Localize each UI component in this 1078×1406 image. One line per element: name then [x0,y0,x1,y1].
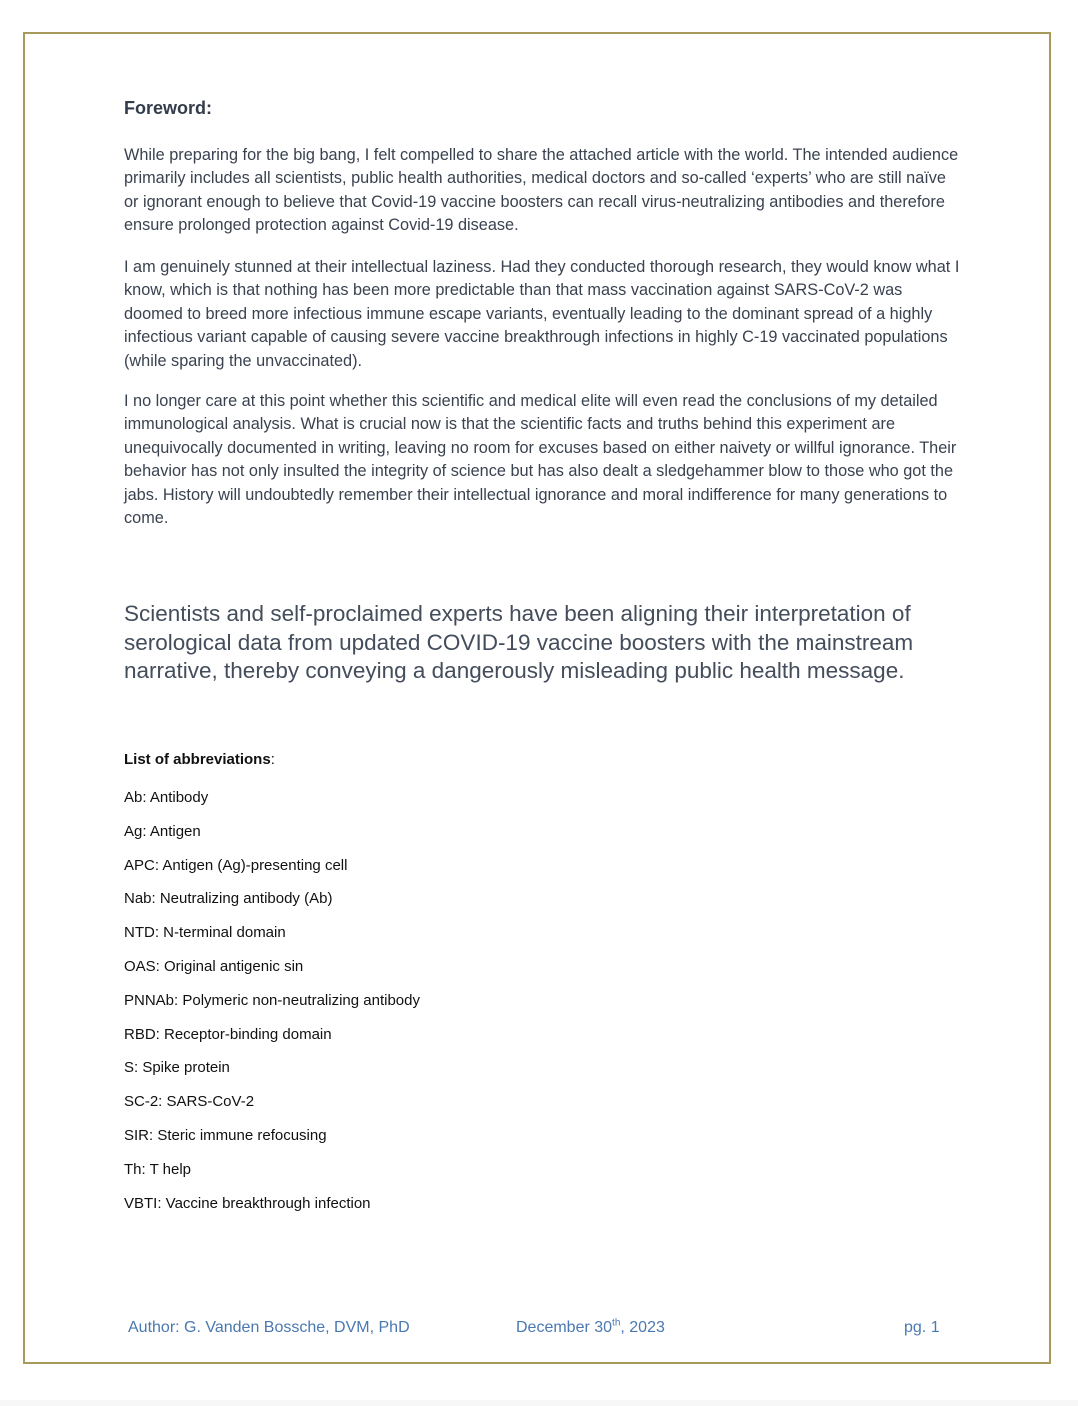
abbreviations-title [124,751,275,768]
footer-date-suffix: , 2023 [620,1319,665,1336]
abbreviations-title-text: List of abbreviations [124,751,271,768]
foreword-paragraph-2: I am genuinely stunned at their intellectual laziness. Had they conducted thorough research, they would know what I know, which is that nothing has been more predictable than that mass vaccination against SARS-CoV-2 was doomed to breed more infectious immune escape variants, eventually leading to the dominant spread of a highly infectious variant capable of causing severe vaccine breakthrough infections in highly C-19 vaccinated populations (while sparing the unvaccinated). [124,258,960,370]
footer-date-prefix: December 30 [516,1319,613,1336]
abbreviation-item: RBD: Receptor-binding domain [124,1025,332,1043]
abbreviation-item: PNNAb: Polymeric non-neutralizing antibody [124,991,420,1009]
abbreviation-item: VBTI: Vaccine breakthrough infection [124,1194,371,1212]
abbreviation-item: Th: T help [124,1160,191,1178]
foreword-paragraph-3: I no longer care at this point whether this scientific and medical elite will even read the conclusions of my detailed immunological analysis. What is crucial now is that the scientific facts and truths behind this experiment are unequivocally documented in writing, leaving no room for excuses based on either naivety or willful ignorance. Their behavior has not only insulted the integrity of science but has also dealt a sledgehammer blow to those who got the jabs. History will undoubtedly remember their intellectual ignorance and moral indifference for many generations to come. [124,392,957,528]
abbreviation-item: NTD: N-terminal domain [124,924,286,942]
page-footer [0,1319,1078,1345]
footer-date [516,1319,665,1337]
footer-page-number: pg. 1 [904,1319,940,1336]
abbreviation-item: APC: Antigen (Ag)-presenting cell [124,856,348,874]
abbreviation-item: Ab: Antibody [124,789,209,806]
abbreviations-title-colon: : [270,751,275,768]
foreword-paragraph-1: While preparing for the big bang, I felt compelled to share the attached article with the world. The intended audience primarily includes all scientists, public health authorities, medical doctors and so-called ‘experts’ who are still naïve or ignorant enough to believe that Covid-19 vaccine boosters can recall virus-neutralizing antibodies and therefore ensure prolonged protection against Covid-19 disease. [124,146,959,235]
abbreviation-item: S: Spike protein [124,1059,230,1077]
footer-date-ordinal: th [612,1317,621,1329]
foreword-title: Foreword: [124,98,212,118]
abbreviation-item: OAS: Original antigenic sin [124,957,304,975]
abbreviation-item: Ag: Antigen [124,822,201,840]
article-headline: Scientists and self-proclaimed experts have been aligning their interpretation of serological data from updated COVID-19 vaccine boosters with the mainstream narrative, thereby conveying a dangerously misleading public health message. [124,601,914,683]
abbreviation-item: Nab: Neutralizing antibody (Ab) [124,890,333,908]
abbreviations-list [124,786,420,1225]
abbreviation-item: SIR: Steric immune refocusing [124,1126,327,1144]
footer-author: Author: G. Vanden Bossche, DVM, PhD [128,1319,410,1336]
abbreviation-item: SC-2: SARS-CoV-2 [124,1093,255,1111]
